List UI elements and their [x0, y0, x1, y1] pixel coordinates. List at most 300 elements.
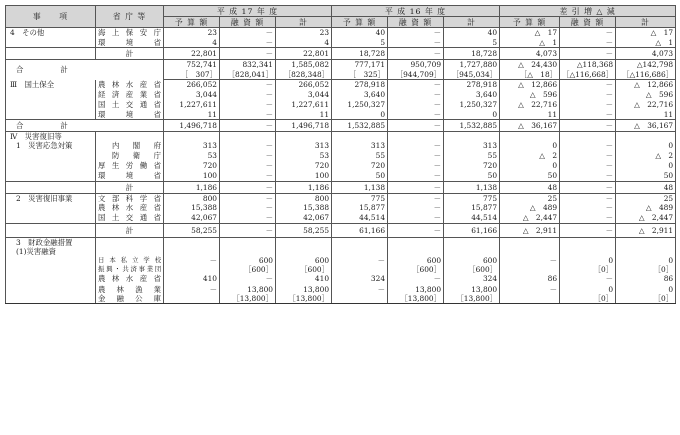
table-row — [6, 161, 676, 171]
value-cell: △ 36,167 — [616, 120, 676, 132]
value-cell: △ 1 — [616, 38, 676, 48]
value-cell: 1,186 — [164, 181, 220, 193]
table-row — [6, 90, 676, 100]
value-cell: － — [388, 120, 444, 132]
value-cell: ［600］ — [444, 265, 500, 274]
value-cell: 61,166 — [444, 223, 500, 237]
value-cell: － — [560, 110, 616, 120]
value-cell: 53 — [276, 151, 332, 161]
value-cell: 86 — [616, 274, 676, 285]
value-cell: 800 — [276, 193, 332, 203]
value-cell: 18,728 — [444, 48, 500, 60]
value-cell: △ 24,430 — [500, 60, 560, 70]
value-cell — [164, 265, 220, 274]
item-cell: 合 計 — [6, 120, 164, 132]
header-budget: 予 算 額 — [332, 17, 388, 28]
value-cell: 3,044 — [164, 90, 220, 100]
value-cell: 832,341 — [220, 60, 276, 70]
value-cell — [388, 132, 444, 142]
value-cell: 752,741 — [164, 60, 220, 70]
value-cell: 48 — [616, 181, 676, 193]
value-cell: 1,532,885 — [332, 120, 388, 132]
item-cell — [6, 171, 96, 181]
value-cell: ［828,041］ — [220, 70, 276, 80]
value-cell — [444, 247, 500, 256]
value-cell: 600 — [388, 256, 444, 265]
value-cell: － — [560, 213, 616, 223]
value-cell: △ 2,447 — [616, 213, 676, 223]
value-cell: 23 — [164, 28, 220, 38]
value-cell: 324 — [332, 274, 388, 285]
value-cell: 0 — [616, 141, 676, 151]
table-row — [6, 237, 676, 247]
table-row — [6, 294, 676, 304]
value-cell — [500, 294, 560, 304]
value-cell: － — [560, 223, 616, 237]
value-cell: － — [388, 193, 444, 203]
value-cell: 4,073 — [616, 48, 676, 60]
header-budget: 予 算 額 — [164, 17, 220, 28]
ministry-cell: 計 — [96, 223, 164, 237]
value-cell: ［0］ — [616, 265, 676, 274]
value-cell: 13,800 — [220, 285, 276, 294]
value-cell: － — [388, 38, 444, 48]
value-cell — [444, 237, 500, 247]
item-cell: 合 計 — [6, 60, 164, 80]
value-cell: 0 — [560, 256, 616, 265]
value-cell: 775 — [444, 193, 500, 203]
item-cell: 1 災害応急対策 — [6, 141, 96, 151]
value-cell: 4,073 — [500, 48, 560, 60]
value-cell: － — [388, 110, 444, 120]
ministry-cell: 振興・共済事業団 — [96, 265, 164, 274]
value-cell: 61,166 — [332, 223, 388, 237]
value-cell: － — [220, 48, 276, 60]
value-cell: 1,585,082 — [276, 60, 332, 70]
value-cell: 600 — [444, 256, 500, 265]
value-cell: － — [220, 203, 276, 213]
value-cell: 410 — [164, 274, 220, 285]
value-cell: 50 — [332, 171, 388, 181]
table-row — [6, 48, 676, 60]
table-row — [6, 265, 676, 274]
value-cell — [560, 247, 616, 256]
value-cell — [276, 237, 332, 247]
value-cell: 3,044 — [276, 90, 332, 100]
value-cell: ［828,348］ — [276, 70, 332, 80]
value-cell: － — [388, 48, 444, 60]
value-cell: － — [220, 28, 276, 38]
value-cell: 313 — [332, 141, 388, 151]
ministry-cell: 日本私立学校 — [96, 256, 164, 265]
value-cell: 100 — [276, 171, 332, 181]
value-cell: △ 2,911 — [616, 223, 676, 237]
value-cell: ［△116,668］ — [560, 70, 616, 80]
item-cell — [6, 38, 96, 48]
value-cell: ［13,800］ — [444, 294, 500, 304]
value-cell: 42,067 — [164, 213, 220, 223]
value-cell: 53 — [164, 151, 220, 161]
value-cell: 0 — [500, 161, 560, 171]
table-row — [6, 181, 676, 193]
table-row — [6, 171, 676, 181]
value-cell: － — [560, 151, 616, 161]
item-cell — [6, 151, 96, 161]
table-row — [6, 132, 676, 142]
value-cell: △ 12,866 — [500, 80, 560, 90]
value-cell: 3,640 — [444, 90, 500, 100]
value-cell: 324 — [444, 274, 500, 285]
value-cell: 266,052 — [164, 80, 220, 90]
value-cell: 600 — [276, 256, 332, 265]
ministry-cell: 内 閣 府 — [96, 141, 164, 151]
value-cell: 18,728 — [332, 48, 388, 60]
value-cell: △ 2,911 — [500, 223, 560, 237]
value-cell — [500, 237, 560, 247]
ministry-cell: 国 土 交 通 省 — [96, 100, 164, 110]
ministry-cell: 農 林 水 産 省 — [96, 203, 164, 213]
value-cell: 1,227,611 — [276, 100, 332, 110]
table-row — [6, 100, 676, 110]
value-cell: － — [220, 141, 276, 151]
value-cell: － — [220, 80, 276, 90]
value-cell: △ 489 — [616, 203, 676, 213]
value-cell: 266,052 — [276, 80, 332, 90]
value-cell: △ 1 — [500, 38, 560, 48]
value-cell — [616, 132, 676, 142]
value-cell: 13,800 — [444, 285, 500, 294]
value-cell — [500, 265, 560, 274]
item-cell — [6, 110, 96, 120]
value-cell: 22,801 — [164, 48, 220, 60]
ministry-cell — [96, 132, 164, 142]
value-cell: 1,496,718 — [276, 120, 332, 132]
table-row — [6, 274, 676, 285]
value-cell: 1,727,880 — [444, 60, 500, 70]
value-cell: ［13,800］ — [220, 294, 276, 304]
value-cell: 44,514 — [332, 213, 388, 223]
value-cell: － — [164, 285, 220, 294]
value-cell: － — [220, 161, 276, 171]
header-item: 事 項 — [6, 6, 96, 28]
value-cell: 11 — [616, 110, 676, 120]
value-cell — [220, 247, 276, 256]
item-cell — [6, 203, 96, 213]
value-cell — [164, 237, 220, 247]
value-cell: △ 22,716 — [500, 100, 560, 110]
budget-table — [5, 5, 676, 304]
value-cell: 5 — [332, 38, 388, 48]
header-total: 計 — [616, 17, 676, 28]
header-diff: 差 引 増 △ 減 — [500, 6, 676, 17]
table-row — [6, 256, 676, 265]
value-cell: 720 — [332, 161, 388, 171]
value-cell: 13,800 — [388, 285, 444, 294]
value-cell — [220, 237, 276, 247]
value-cell: － — [560, 203, 616, 213]
value-cell: △118,368 — [560, 60, 616, 70]
value-cell: 50 — [444, 171, 500, 181]
value-cell: 50 — [500, 171, 560, 181]
value-cell — [388, 237, 444, 247]
value-cell: ［945,034］ — [444, 70, 500, 80]
value-cell — [332, 237, 388, 247]
value-cell: 720 — [444, 161, 500, 171]
item-cell: 4 その他 — [6, 28, 96, 38]
value-cell: 313 — [444, 141, 500, 151]
value-cell: － — [500, 285, 560, 294]
value-cell — [164, 247, 220, 256]
value-cell — [276, 247, 332, 256]
value-cell: 58,255 — [276, 223, 332, 237]
ministry-cell: 環 境 省 — [96, 38, 164, 48]
table-row — [6, 110, 676, 120]
ministry-cell — [96, 247, 164, 256]
table-body — [6, 28, 676, 304]
ministry-cell: 金 融 公 庫 — [96, 294, 164, 304]
value-cell: － — [560, 171, 616, 181]
value-cell: － — [220, 151, 276, 161]
header-loan: 融 資 額 — [220, 17, 276, 28]
table-row — [6, 80, 676, 90]
table-row — [6, 223, 676, 237]
value-cell: － — [560, 48, 616, 60]
value-cell: － — [220, 38, 276, 48]
table-row — [6, 247, 676, 256]
value-cell: △ 596 — [616, 90, 676, 100]
ministry-cell: 環 境 省 — [96, 110, 164, 120]
ministry-cell: 文 部 科 学 省 — [96, 193, 164, 203]
value-cell: ［0］ — [560, 294, 616, 304]
value-cell — [616, 237, 676, 247]
value-cell: ［944,709］ — [388, 70, 444, 80]
table-row — [6, 60, 676, 70]
value-cell: 1,138 — [332, 181, 388, 193]
value-cell: 313 — [164, 141, 220, 151]
value-cell: 1,532,885 — [444, 120, 500, 132]
value-cell: ［13,800］ — [276, 294, 332, 304]
table-row — [6, 151, 676, 161]
value-cell: 278,918 — [332, 80, 388, 90]
header-budget: 予 算 額 — [500, 17, 560, 28]
ministry-cell: 計 — [96, 48, 164, 60]
value-cell: － — [220, 274, 276, 285]
value-cell: 800 — [164, 193, 220, 203]
value-cell — [560, 237, 616, 247]
value-cell: 5 — [444, 38, 500, 48]
value-cell: 1,496,718 — [164, 120, 220, 132]
value-cell: 0 — [560, 285, 616, 294]
value-cell — [332, 247, 388, 256]
value-cell: 11 — [500, 110, 560, 120]
value-cell: － — [500, 256, 560, 265]
value-cell: 55 — [444, 151, 500, 161]
value-cell: 22,801 — [276, 48, 332, 60]
header-fy16: 平 成 16 年 度 — [332, 6, 500, 17]
value-cell: ［600］ — [276, 265, 332, 274]
value-cell: ［△ 18］ — [500, 70, 560, 80]
value-cell: － — [560, 38, 616, 48]
value-cell — [616, 247, 676, 256]
value-cell: － — [388, 274, 444, 285]
value-cell: 48 — [500, 181, 560, 193]
value-cell: ［600］ — [220, 265, 276, 274]
value-cell — [332, 294, 388, 304]
value-cell: ［600］ — [388, 265, 444, 274]
value-cell: － — [388, 161, 444, 171]
ministry-cell: 国 土 交 通 省 — [96, 213, 164, 223]
item-cell: (1)災害融資 — [6, 247, 96, 256]
value-cell: 278,918 — [444, 80, 500, 90]
value-cell: － — [388, 213, 444, 223]
value-cell: ［△116,686］ — [616, 70, 676, 80]
item-cell: 3 財政金融措置 — [6, 237, 96, 247]
item-cell — [6, 256, 96, 265]
value-cell: － — [388, 80, 444, 90]
value-cell: 720 — [164, 161, 220, 171]
value-cell: △ 36,167 — [500, 120, 560, 132]
value-cell: － — [388, 151, 444, 161]
value-cell: 15,388 — [276, 203, 332, 213]
value-cell: 0 — [500, 141, 560, 151]
value-cell: 58,255 — [164, 223, 220, 237]
value-cell: ［13,800］ — [388, 294, 444, 304]
header-ministry: 省 庁 等 — [96, 6, 164, 28]
value-cell: △ 2 — [500, 151, 560, 161]
value-cell: △ 596 — [500, 90, 560, 100]
value-cell: ［0］ — [560, 265, 616, 274]
value-cell: 1,250,327 — [444, 100, 500, 110]
value-cell: 42,067 — [276, 213, 332, 223]
value-cell: － — [220, 171, 276, 181]
value-cell: － — [388, 28, 444, 38]
item-cell: Ⅳ 災害復旧等 — [6, 132, 96, 142]
value-cell — [164, 132, 220, 142]
value-cell: － — [220, 100, 276, 110]
value-cell: 86 — [500, 274, 560, 285]
table-row — [6, 141, 676, 151]
header-fy17: 平 成 17 年 度 — [164, 6, 332, 17]
value-cell: － — [560, 141, 616, 151]
value-cell: － — [220, 120, 276, 132]
value-cell: － — [388, 181, 444, 193]
budget-table-sheet — [5, 5, 675, 431]
value-cell: － — [388, 100, 444, 110]
ministry-cell: 農 林 水 産 省 — [96, 274, 164, 285]
table-row — [6, 120, 676, 132]
value-cell — [164, 294, 220, 304]
value-cell: 11 — [164, 110, 220, 120]
value-cell: － — [560, 120, 616, 132]
value-cell — [220, 132, 276, 142]
ministry-cell: 海 上 保 安 庁 — [96, 28, 164, 38]
value-cell: － — [388, 203, 444, 213]
value-cell: 44,514 — [444, 213, 500, 223]
ministry-cell: 環 境 省 — [96, 171, 164, 181]
table-row — [6, 203, 676, 213]
value-cell: ［0］ — [616, 294, 676, 304]
value-cell: － — [560, 80, 616, 90]
header-loan: 融 資 額 — [560, 17, 616, 28]
table-row — [6, 28, 676, 38]
ministry-cell: 計 — [96, 181, 164, 193]
value-cell: － — [560, 90, 616, 100]
value-cell: 1,227,611 — [164, 100, 220, 110]
value-cell: － — [220, 193, 276, 203]
value-cell: △ 12,866 — [616, 80, 676, 90]
item-cell — [6, 213, 96, 223]
value-cell: 313 — [276, 141, 332, 151]
value-cell: － — [220, 223, 276, 237]
value-cell: － — [560, 274, 616, 285]
item-cell — [6, 48, 96, 60]
item-cell — [6, 100, 96, 110]
value-cell: － — [220, 213, 276, 223]
value-cell: 0 — [616, 285, 676, 294]
value-cell: 0 — [616, 256, 676, 265]
value-cell: － — [560, 161, 616, 171]
value-cell: △ 17 — [616, 28, 676, 38]
value-cell: － — [560, 100, 616, 110]
ministry-cell: 農 林 水 産 省 — [96, 80, 164, 90]
item-cell — [6, 181, 96, 193]
table-row — [6, 213, 676, 223]
ministry-cell — [96, 237, 164, 247]
value-cell: ［ 307］ — [164, 70, 220, 80]
value-cell: △ 2,447 — [500, 213, 560, 223]
value-cell: ［ 325］ — [332, 70, 388, 80]
value-cell: 13,800 — [276, 285, 332, 294]
value-cell: 100 — [164, 171, 220, 181]
item-cell: Ⅲ 国土保全 — [6, 80, 96, 90]
value-cell: 775 — [332, 193, 388, 203]
value-cell: 23 — [276, 28, 332, 38]
ministry-cell: 経 済 産 業 省 — [96, 90, 164, 100]
value-cell: 1,250,327 — [332, 100, 388, 110]
value-cell — [444, 132, 500, 142]
ministry-cell: 農 林 漁 業 — [96, 285, 164, 294]
value-cell: － — [220, 90, 276, 100]
table-row — [6, 193, 676, 203]
value-cell: 1,138 — [444, 181, 500, 193]
item-cell: 2 災害復旧事業 — [6, 193, 96, 203]
value-cell: － — [332, 285, 388, 294]
value-cell — [388, 247, 444, 256]
value-cell: 11 — [276, 110, 332, 120]
value-cell: 950,709 — [388, 60, 444, 70]
value-cell: 410 — [276, 274, 332, 285]
value-cell: 0 — [616, 161, 676, 171]
value-cell: 25 — [500, 193, 560, 203]
value-cell: 4 — [164, 38, 220, 48]
header-total: 計 — [276, 17, 332, 28]
value-cell: 777,171 — [332, 60, 388, 70]
value-cell: 15,877 — [332, 203, 388, 213]
value-cell: － — [560, 193, 616, 203]
value-cell — [276, 132, 332, 142]
table-row — [6, 285, 676, 294]
value-cell: － — [388, 90, 444, 100]
value-cell: 720 — [276, 161, 332, 171]
value-cell: － — [560, 181, 616, 193]
value-cell: △ 17 — [500, 28, 560, 38]
value-cell: 50 — [616, 171, 676, 181]
value-cell — [332, 265, 388, 274]
value-cell: 25 — [616, 193, 676, 203]
item-cell — [6, 161, 96, 171]
value-cell: 3,640 — [332, 90, 388, 100]
ministry-cell: 防 衛 庁 — [96, 151, 164, 161]
